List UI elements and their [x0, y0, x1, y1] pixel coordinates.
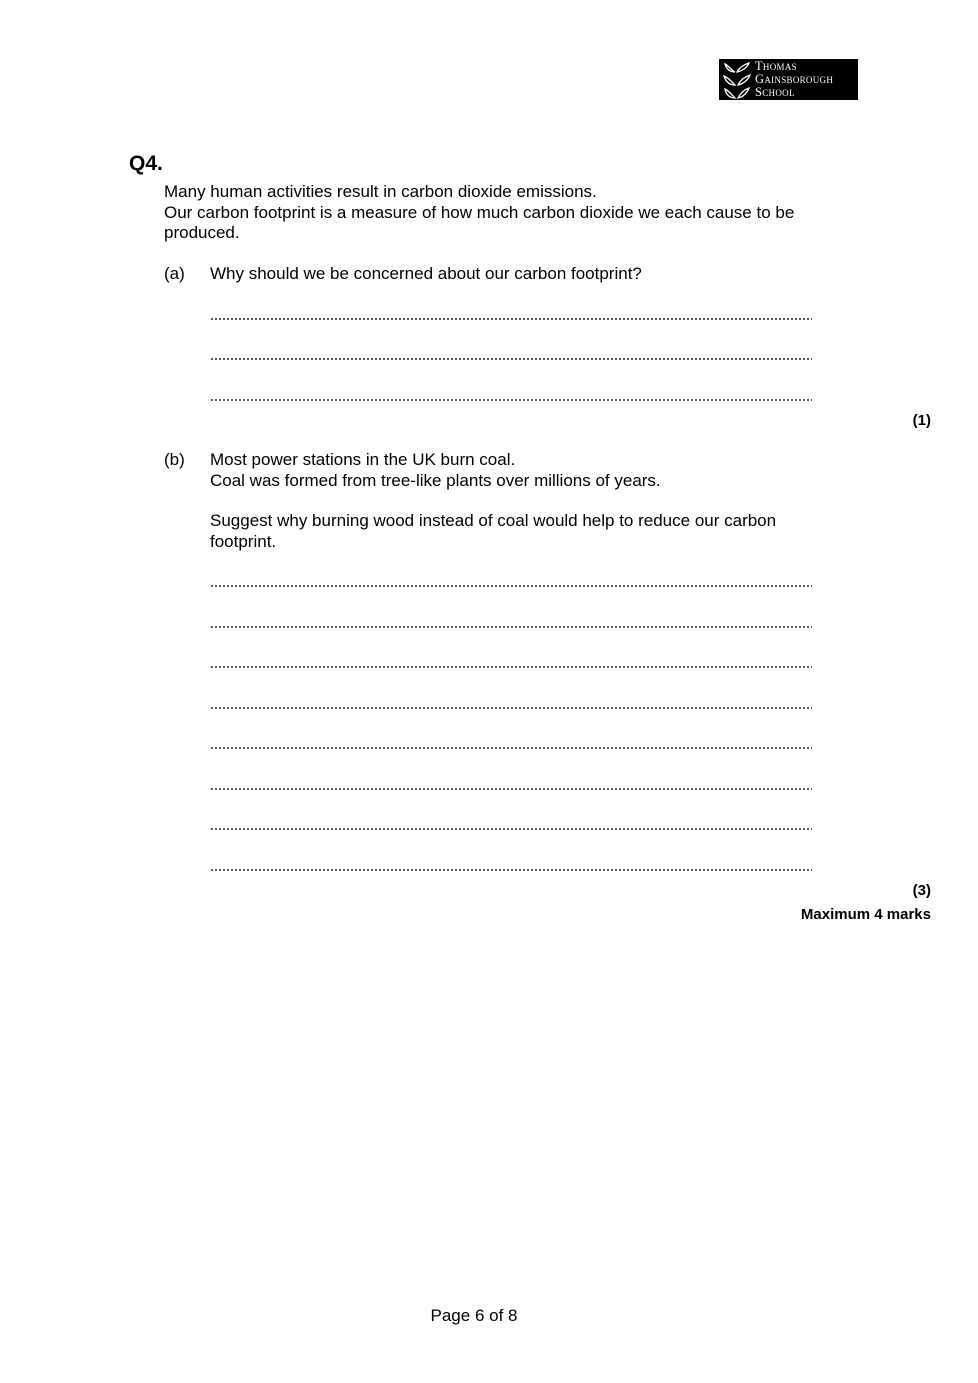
answer-line-b6[interactable] [210, 787, 812, 791]
part-a-question: Why should we be concerned about our carbon footprint? [210, 264, 642, 283]
part-a-label: (a) [164, 264, 185, 283]
logo-line-1: Thomas [755, 59, 797, 73]
part-b-line: Coal was formed from tree-like plants over millions of years. [210, 470, 661, 490]
answer-line-a3[interactable] [210, 398, 812, 402]
answer-line-b7[interactable] [210, 827, 812, 831]
part-b-label: (b) [164, 450, 185, 469]
part-b-line: Most power stations in the UK burn coal. [210, 450, 516, 469]
answer-line-b8[interactable] [210, 868, 812, 872]
school-logo [719, 59, 858, 100]
answer-line-b5[interactable] [210, 746, 812, 750]
logo-line-3: School [755, 85, 795, 99]
part-b-marks: (3) [912, 882, 931, 899]
answer-line-a2[interactable] [210, 357, 812, 361]
part-b-line: Suggest why burning wood instead of coal would help to reduce our carbon [210, 511, 777, 530]
answer-line-a1[interactable] [210, 317, 812, 321]
answer-line-b1[interactable] [210, 584, 812, 588]
part-a-marks: (1) [912, 412, 931, 429]
answer-line-b2[interactable] [210, 625, 812, 629]
part-b-context [210, 450, 661, 491]
logo-line-2: Gainsborough [755, 72, 834, 86]
page-number: Page 6 of 8 [430, 1306, 518, 1325]
intro-line: Many human activities result in carbon dioxide emissions. [164, 182, 597, 201]
question-number: Q4. [129, 152, 163, 175]
intro-line: produced. [164, 223, 240, 242]
answer-line-b4[interactable] [210, 706, 812, 710]
leaf-logo-icon [721, 60, 753, 100]
part-b-line: footprint. [210, 531, 277, 551]
part-b-question [210, 511, 776, 552]
answer-line-b3[interactable] [210, 665, 812, 669]
maximum-marks: Maximum 4 marks [800, 906, 931, 923]
intro-line: Our carbon footprint is a measure of how much carbon dioxide we each cause to be [164, 202, 795, 222]
question-intro [164, 182, 794, 244]
